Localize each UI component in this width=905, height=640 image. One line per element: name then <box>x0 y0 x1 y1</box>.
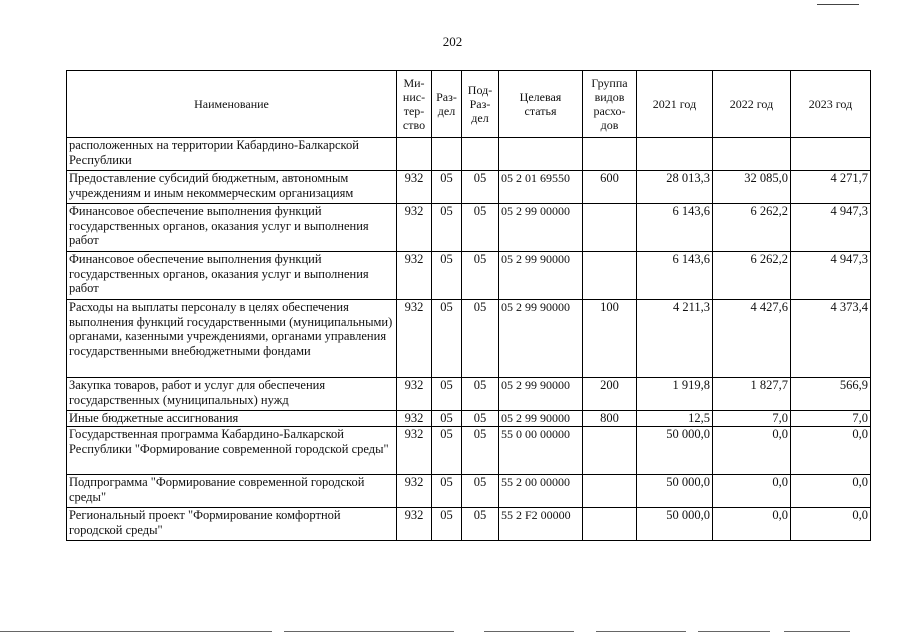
row-2021: 6 143,6 <box>637 252 713 300</box>
row-ministry: 932 <box>397 475 432 508</box>
row-subsection: 05 <box>462 508 499 541</box>
row-name: Закупка товаров, работ и услуг для обеспечения государственных (муниципальных) нужд <box>67 378 397 411</box>
row-subsection <box>462 138 499 171</box>
row-2021: 50 000,0 <box>637 508 713 541</box>
row-2021: 28 013,3 <box>637 171 713 204</box>
row-subsection: 05 <box>462 411 499 427</box>
table-header-row <box>67 71 871 138</box>
row-group: 200 <box>583 378 637 411</box>
row-2022: 0,0 <box>713 508 791 541</box>
row-target <box>499 138 583 171</box>
row-ministry: 932 <box>397 204 432 252</box>
row-2023: 4 947,3 <box>791 252 871 300</box>
header-target: Целевая статья <box>499 71 583 138</box>
row-name: Региональный проект "Формирование комфортной городской среды" <box>67 508 397 541</box>
row-name: Финансовое обеспечение выполнения функций государственных органов, оказания услуг и выполнения работ <box>67 204 397 252</box>
row-name: расположенных на территории Кабардино-Балкарской Республики <box>67 138 397 171</box>
header-group: Группа видов расхо- дов <box>583 71 637 138</box>
table-row <box>67 411 871 427</box>
row-group: 800 <box>583 411 637 427</box>
row-subsection: 05 <box>462 378 499 411</box>
row-2022: 6 262,2 <box>713 252 791 300</box>
row-section: 05 <box>432 204 462 252</box>
header-2022: 2022 год <box>713 71 791 138</box>
row-2023: 566,9 <box>791 378 871 411</box>
row-2023: 7,0 <box>791 411 871 427</box>
budget-table <box>66 70 871 541</box>
row-name: Предоставление субсидий бюджетным, автономным учреждениям и иным некоммерческим организациям <box>67 171 397 204</box>
row-2021 <box>637 138 713 171</box>
row-section: 05 <box>432 411 462 427</box>
row-group <box>583 427 637 475</box>
row-2023: 4 947,3 <box>791 204 871 252</box>
table-row <box>67 475 871 508</box>
table-row <box>67 427 871 475</box>
row-group <box>583 508 637 541</box>
row-name: Иные бюджетные ассигнования <box>67 411 397 427</box>
row-ministry: 932 <box>397 508 432 541</box>
page-number: 202 <box>442 34 463 49</box>
top-rule <box>817 4 859 5</box>
row-name: Подпрограмма "Формирование современной городской среды" <box>67 475 397 508</box>
row-section: 05 <box>432 427 462 475</box>
table-row <box>67 204 871 252</box>
row-group <box>583 204 637 252</box>
row-2021: 6 143,6 <box>637 204 713 252</box>
row-subsection: 05 <box>462 475 499 508</box>
row-2023: 0,0 <box>791 508 871 541</box>
header-name: Наименование <box>67 71 397 138</box>
header-2023: 2023 год <box>791 71 871 138</box>
bottom-rules <box>0 631 905 633</box>
row-2023 <box>791 138 871 171</box>
row-target: 05 2 01 69550 <box>499 171 583 204</box>
row-2022: 0,0 <box>713 427 791 475</box>
row-name: Государственная программа Кабардино-Балкарской Республики "Формирование современной городской среды" <box>67 427 397 475</box>
row-2023: 0,0 <box>791 427 871 475</box>
row-target: 05 2 99 00000 <box>499 204 583 252</box>
row-ministry: 932 <box>397 427 432 475</box>
row-group: 600 <box>583 171 637 204</box>
row-ministry: 932 <box>397 378 432 411</box>
table-body <box>67 138 871 541</box>
row-2021: 50 000,0 <box>637 427 713 475</box>
row-subsection: 05 <box>462 204 499 252</box>
row-ministry: 932 <box>397 300 432 378</box>
row-2022: 7,0 <box>713 411 791 427</box>
row-target: 55 2 00 00000 <box>499 475 583 508</box>
row-target: 05 2 99 90000 <box>499 300 583 378</box>
row-2021: 1 919,8 <box>637 378 713 411</box>
row-ministry: 932 <box>397 171 432 204</box>
header-section: Раз- дел <box>432 71 462 138</box>
header-subsection: Под- Раз- дел <box>462 71 499 138</box>
row-section: 05 <box>432 252 462 300</box>
row-target: 05 2 99 90000 <box>499 411 583 427</box>
row-target: 05 2 99 90000 <box>499 252 583 300</box>
row-2021: 12,5 <box>637 411 713 427</box>
table-row <box>67 252 871 300</box>
table-row <box>67 138 871 171</box>
row-2023: 4 271,7 <box>791 171 871 204</box>
table-row <box>67 378 871 411</box>
row-2022: 0,0 <box>713 475 791 508</box>
row-ministry <box>397 138 432 171</box>
table-row <box>67 171 871 204</box>
row-name: Расходы на выплаты персоналу в целях обеспечения выполнения функций государственными (муниципальными) органами, казенными учреждениями, органами управления государственными внебюджетными фондами <box>67 300 397 378</box>
row-2023: 0,0 <box>791 475 871 508</box>
row-group <box>583 252 637 300</box>
row-target: 05 2 99 90000 <box>499 378 583 411</box>
row-subsection: 05 <box>462 252 499 300</box>
row-target: 55 0 00 00000 <box>499 427 583 475</box>
row-subsection: 05 <box>462 427 499 475</box>
row-name: Финансовое обеспечение выполнения функций государственных органов, оказания услуг и выполнения работ <box>67 252 397 300</box>
row-2022: 32 085,0 <box>713 171 791 204</box>
header-ministry: Ми- нис- тер- ство <box>397 71 432 138</box>
row-ministry: 932 <box>397 411 432 427</box>
row-2021: 50 000,0 <box>637 475 713 508</box>
row-section: 05 <box>432 300 462 378</box>
row-section <box>432 138 462 171</box>
row-2022 <box>713 138 791 171</box>
row-section: 05 <box>432 475 462 508</box>
row-section: 05 <box>432 508 462 541</box>
row-target: 55 2 F2 00000 <box>499 508 583 541</box>
row-2023: 4 373,4 <box>791 300 871 378</box>
table-row <box>67 300 871 378</box>
row-section: 05 <box>432 378 462 411</box>
row-group <box>583 138 637 171</box>
header-2021: 2021 год <box>637 71 713 138</box>
row-2021: 4 211,3 <box>637 300 713 378</box>
row-2022: 1 827,7 <box>713 378 791 411</box>
row-group <box>583 475 637 508</box>
row-ministry: 932 <box>397 252 432 300</box>
row-2022: 4 427,6 <box>713 300 791 378</box>
table-row <box>67 508 871 541</box>
row-group: 100 <box>583 300 637 378</box>
row-subsection: 05 <box>462 300 499 378</box>
row-section: 05 <box>432 171 462 204</box>
row-2022: 6 262,2 <box>713 204 791 252</box>
row-subsection: 05 <box>462 171 499 204</box>
